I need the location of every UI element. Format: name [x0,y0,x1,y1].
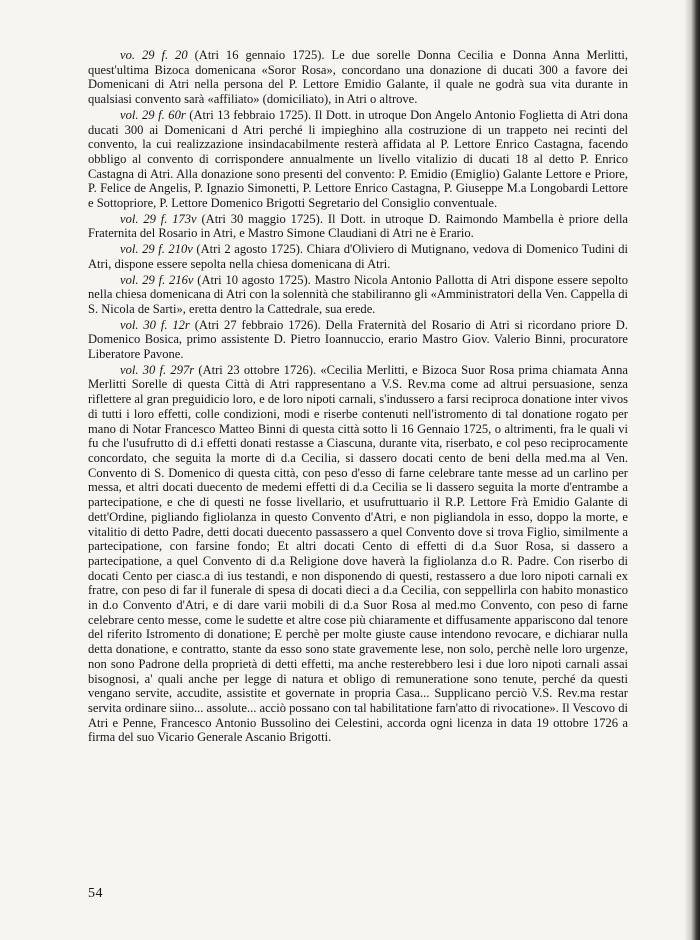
entry-text: (Atri 13 febbraio 1725). Il Dott. in utroque Don Angelo Antonio Foglietta di Atri dona ducati 300 ai Domenicani d Atri perché li impieghino alla costruzione di un trappeto nei recinti del convento, la cui realizzazione insindacabilmente resterà affidata al P. Lettore Enrico Castagna, facendo obbligo al convento di corrispondere annualmente un livello vitalizio di ducati 18 al detto P. Enrico Castagna di Atri. Alla donazione sono presenti del convento: P. Emidio (Emiglio) Galante Lettore e Priore, P. Felice de Angelis, P. Ignazio Simonetti, P. Lettore Enrico Castagna, P. Giuseppe M.a Longobardi Lettore e Sottopriore, P. Lettore Domenico Brigotti Segretario del Consiglio conventuale. [88,107,629,211]
entry-4 [88,273,628,317]
entry-2 [88,212,628,241]
entry-ref: vol. 29 f. 210v [120,242,193,257]
entry-1 [88,108,628,211]
entry-ref: vo. 29 f. 20 [120,48,188,62]
entry-5 [88,318,628,362]
entry-text: (Atri 10 agosto 1725). Mastro Nicola Antonio Pallotta di Atri dispone essere sepolto nella chiesa domenicana di Atri con la solennità che stabiliranno gli «Amministratori della Ven. Cappella di S. Nicola de Sarti», eretta dentro la Cattedrale, sua erede. [88,272,629,316]
entry-ref: vol. 30 f. 297r [120,362,195,377]
entry-ref: vol. 29 f. 173v [120,211,197,226]
entry-text: (Atri 23 ottobre 1726). «Cecilia Merlitti, e Bizoca Suor Rosa prima chiamata Anna Merlitti Sorelle di questa Città di Atri rappresentano a V.S. Rev.ma come ad altrui persuasione, senza riflettere al gran preguidicio loro, e de loro nipoti carnali, s'indussero a farsi reciproca donatione inter vivos di tutti i loro effetti, colle condizioni, modi e riserbe contenuti nell'istromento di tal donatione rogato per mano di Notar Francesco Matteo Binni di questa città sotto li 16 Gennaio 1725, o altrimenti, fra le quali vi fu che l'usufrutto di d.i effetti donati restasse a Ciascuna, durante vita, riserbato, e col peso reciprocamente concordato, che seguita la morte di d.a Cecilia, si dassero docati cento de beni della med.ma al Ven. Convento di S. Domenico di questa città, con peso d'esso di farne celebrare tante messe ad un carlino per messa, et altri docati duecento de medemi effetti di d.a Cecilia se li dassero seguita la morte d'entrambe a partecipatione, e che di questi ne fosse livellario, et usufruttuario il R.P. Lettore Frà Emidio Galante di dett'Ordine, pigliando figliolanza in questo Convento d'Atri, e non pigliandola in esso, doppo la morte, e vitalitio di detto Padre, detti docati duecento passassero a quel Convento dove si trova Figlio, similmente a partecipatione, con farsine fondo; Et altri docati Cento di effetti di d.a Suor Rosa, si dassero a partecipatione, a quel Convento di d.a Religione dove haverà la figliolanza d.o R. Padre. Con riserbo di docati Cento per ciasc.a di ius testandi, e non disponendo di questi, restassero a due loro nipoti carnali ex fratre, con peso di far il funerale di spesa di docati dieci a d.a Cecilia, con seppellirla con habito monastico in d.o Convento d'Atri, e di dare varii mobili di d.a Suor Rosa al med.mo Convento, con peso di farne celebrare cento messe, come le sudette et altre cose più chiaramente et diffusamente appariscono dal tenore del riferito Istromento di donatione; E perchè per molte giuste cause intendono revocare, e dichiarar nulla detta donatione, e contratto, stante da esso sono state gravemente lese, non solo, perchè nelle loro urgenze, non sono Padrone della proprietà di detti effetti, ma anche resterebbero lesi i due loro nipoti carnali assai bisognosi, a' quali anche per legge di natura et obligo di remuneratione sono tenute, perché da questi vengano servite, accudite, assistite et governate in propria Casa... Supplicano perciò V.S. Rev.ma restar servita ordinare siino... assolute... acciò possano con tal habilitatione farn'atto di rivocatione». Il Vescovo di Atri e Penne, Francesco Antonio Bussolino dei Celestini, accorda ogni licenza in data 19 ottobre 1726 a firma del suo Vicario Generale Ascanio Brigotti. [88,362,628,745]
page-edge-shadow [684,0,700,940]
entry-text: (Atri 30 maggio 1725). Il Dott. in utroque D. Raimondo Mambella è priore della Fraternita del Rosario in Atri, e Mastro Simone Claudiani di Atri ne è Erario. [88,211,628,241]
page-number: 54 [88,886,103,901]
entry-ref: vol. 29 f. 216v [120,272,194,287]
entry-text: (Atri 2 agosto 1725). Chiara d'Oliviero di Mutignano, vedova di Domenico Tudini di Atri, dispone essere sepolta nella chiesa domenicana di Atri. [88,242,628,271]
entry-3 [88,242,628,271]
entry-text: (Atri 16 gennaio 1725). Le due sorelle Donna Cecilia e Donna Anna Merlitti, quest'ultima Bizoca domenicana «Soror Rosa», concordano una donazione di ducati 300 a favore dei Domenicani di Atri nella persona del P. Lettore Emidio Galante, il quale ne godrà sua vita durante in qualsiasi convento sarà «affiliato» (domiciliato), in Atri o altrove. [88,48,629,107]
entry-ref: vol. 30 f. 12r [120,317,190,332]
body-text [88,48,628,745]
entry-6 [88,363,628,745]
entry-ref: vol. 29 f. 60r [120,107,186,122]
entry-text: (Atri 27 febbraio 1726). Della Fraternità del Rosario di Atri si ricordano priore D. Domenico Bosica, primo assistente D. Pietro Ioannuccio, erario Mastro Giov. Valerio Binni, procuratore Liberatore Pavone. [88,317,628,362]
entry-0 [88,48,628,107]
